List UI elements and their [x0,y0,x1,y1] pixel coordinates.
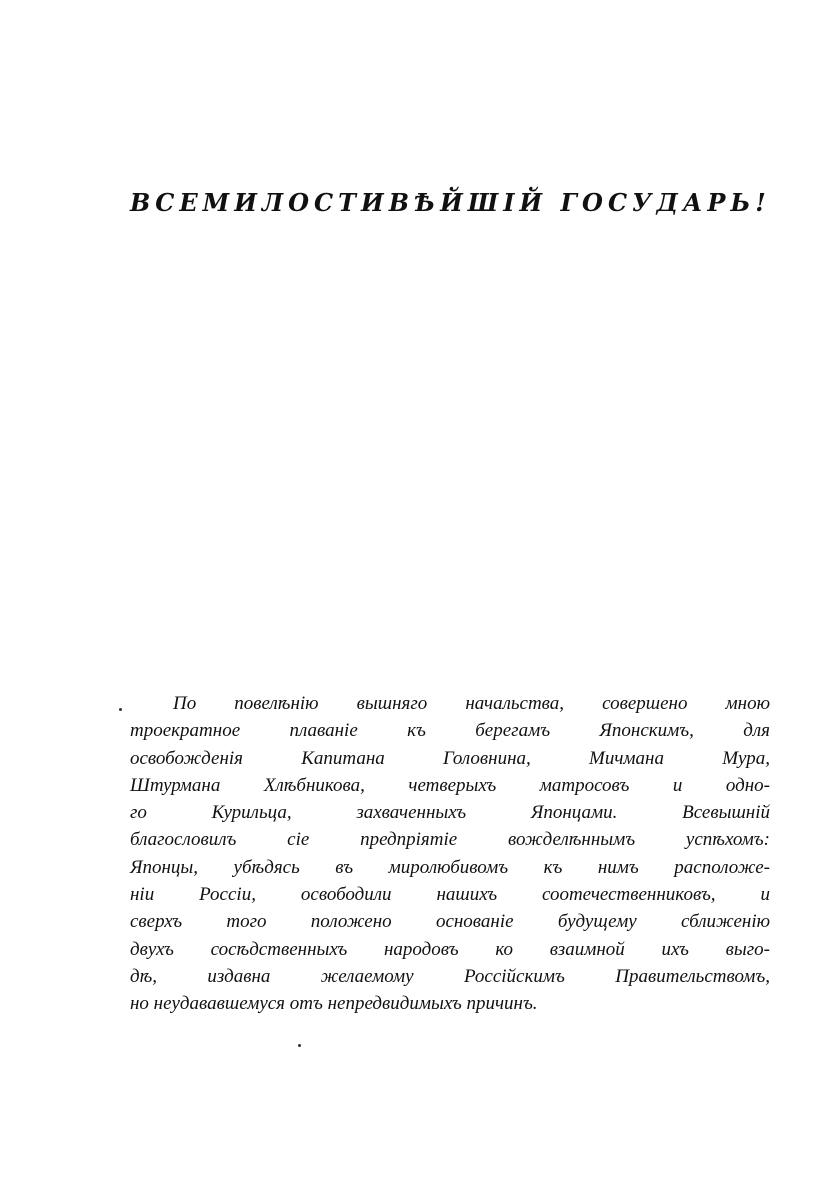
text-line: Штурмана Хлѣбникова, четверыхъ матросовъ и одно- [130,774,770,796]
margin-mark [119,708,122,711]
text-line: троекратное плаваніе къ берегамъ Японскимъ, для [130,720,770,742]
text-line: Японцы, убѣдясь въ миролюбивомъ къ нимъ расположе- [130,856,770,878]
text-line: двухъ сосѣдственныхъ народовъ ко взаимной ихъ выго- [130,938,770,960]
text-line: но неудававшемуся отъ непредвидимыхъ причинъ. [130,993,538,1015]
text-line: освобожденія Капитана Головнина, Мичмана Мура, [130,747,770,769]
page-heading: ВСЕМИЛОСТИВѢЙШІЙ ГОСУДАРЬ! [130,188,771,217]
text-line: го Курильца, захваченныхъ Японцами. Всевышній [130,802,770,824]
ink-speck [298,1044,301,1047]
text-line: сверхъ того положено основаніе будущему сближенію [130,911,770,933]
text-line: благословилъ сіе предпріятіе вожделѣннымъ успѣхомъ: [130,829,770,851]
dedication-paragraph [130,690,770,1018]
text-line: По повелѣнію вышняго начальства, совершено мною [173,693,770,714]
text-line: ніи Россіи, освободили нашихъ соотечественниковъ, и [130,884,770,906]
text-line: дѣ, издавна желаемому Россійскимъ Правительствомъ, [130,965,770,987]
